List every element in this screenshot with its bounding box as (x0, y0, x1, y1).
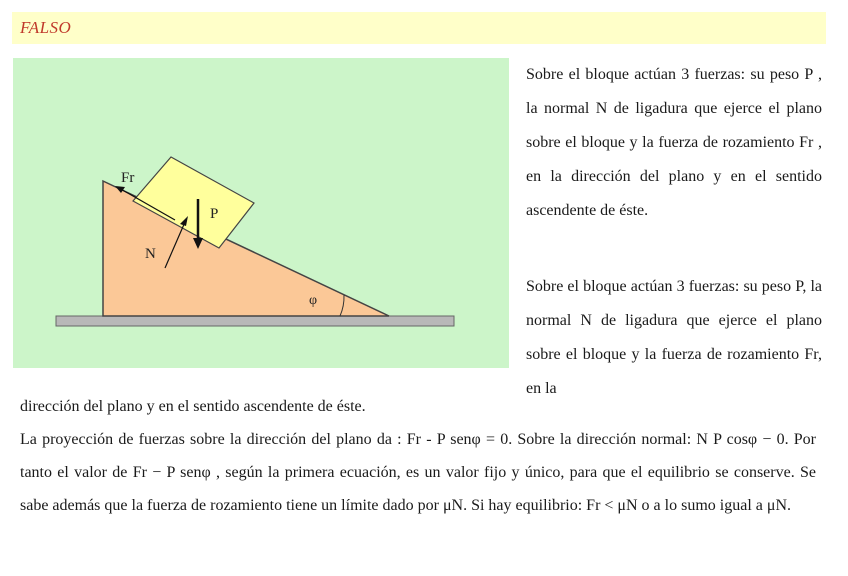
inclined-plane-diagram (13, 58, 509, 368)
friction-label: Fr (121, 170, 135, 186)
weight-label: P (210, 206, 219, 222)
main-line-1: dirección del plano y en el sentido ascendente de éste. (20, 398, 366, 415)
ground-surface (56, 316, 454, 326)
answer-label: FALSO (20, 18, 72, 37)
normal-label: N (145, 246, 156, 262)
angle-label: φ (309, 293, 318, 308)
inclined-plane-figure (13, 58, 509, 368)
main-explanation (20, 390, 816, 522)
answer-banner (12, 12, 826, 44)
side-explanation (526, 58, 822, 228)
side-paragraph-2-text: Sobre el bloque actúan 3 fuerzas: su peso P, la normal N de ligadura que ejerce el plano sobre el bloque y la fuerza de rozamiento Fr, en la (526, 278, 822, 397)
side-paragraph-2 (526, 270, 822, 397)
main-paragraph-2: La proyección de fuerzas sobre la dirección del plano da : Fr - P senφ = 0. Sobre la dirección normal: N P cosφ − 0. Por tanto el valor de Fr − P senφ , según la primera ecuación, es un valor fijo y único, para que el equilibrio se conserve. Se sabe además que la fuerza de rozamiento tiene un límite dado por μN. Si hay equilibrio: Fr < μN o a lo sumo igual a μN. (20, 431, 816, 514)
side-paragraph-1: Sobre el bloque actúan 3 fuerzas: su peso P , la normal N de ligadura que ejerce el plano sobre el bloque y la fuerza de rozamiento Fr , en la dirección del plano y en el sentido ascendente de éste. (526, 66, 822, 219)
